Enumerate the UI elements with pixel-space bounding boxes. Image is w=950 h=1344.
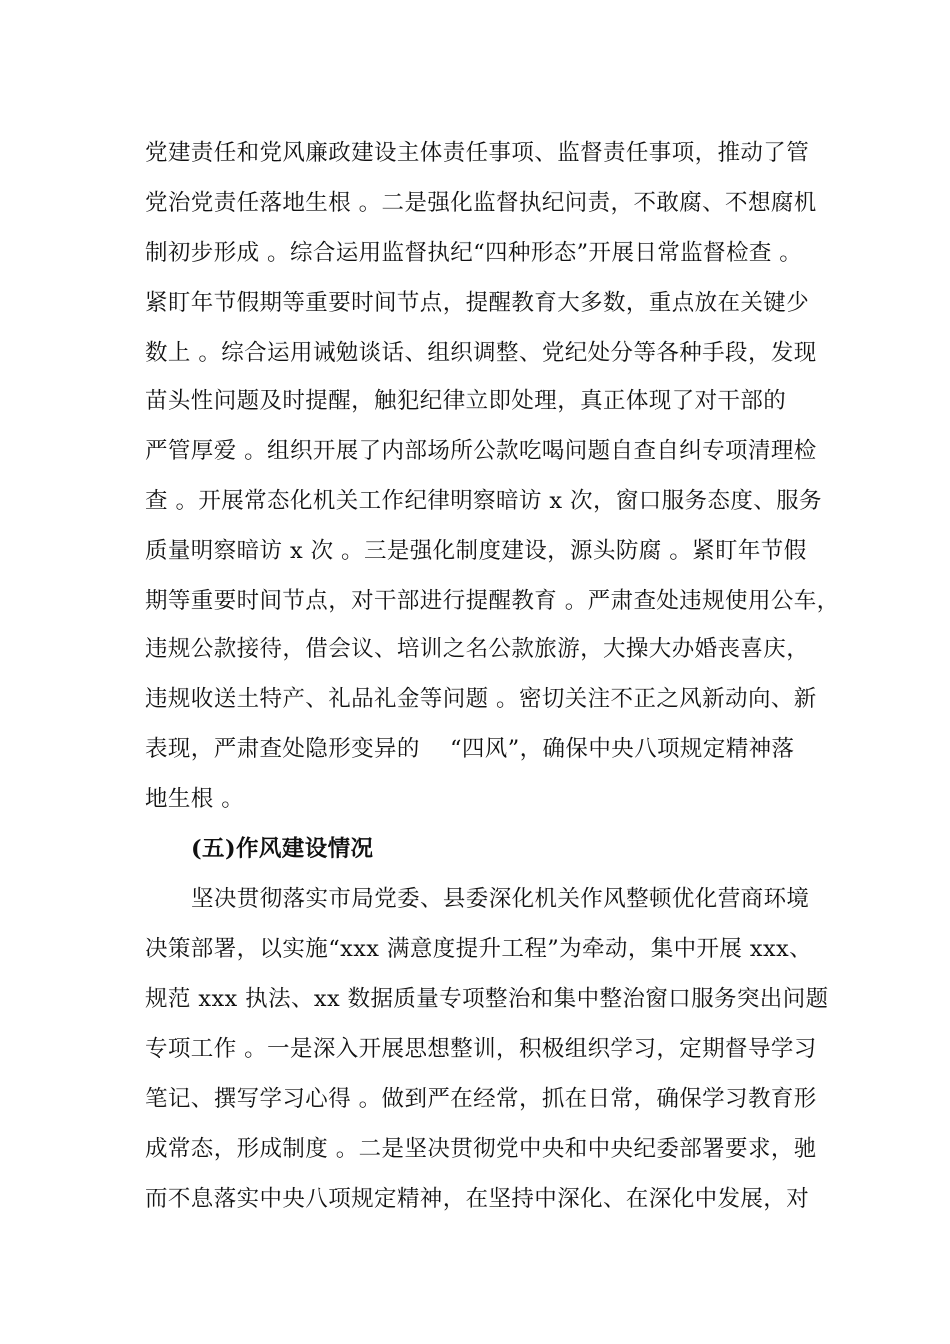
paragraph-line: 数上 。综合运用诫勉谈话、组织调整、党纪处分等各种手段，发现 <box>145 340 817 366</box>
paragraph-line: 坚决贯彻落实市局党委、县委深化机关作风整顿优化营商环境 <box>191 886 810 912</box>
paragraph-line: 违规公款接待，借会议、培训之名公款旅游，大操大办婚丧喜庆， <box>145 636 810 662</box>
section-heading: (五)作风建设情况 <box>191 836 374 862</box>
paragraph-line: 苗头性问题及时提醒，触犯纪律立即处理，真正体现了对干部的 <box>145 388 787 414</box>
paragraph-line: 而不息落实中央八项规定精神，在坚持中深化、在深化中发展，对 <box>145 1186 810 1212</box>
paragraph-line: 质量明察暗访 x 次 。三是强化制度建设，源头防腐 。紧盯年节假 <box>145 538 807 564</box>
paragraph-line: 期等重要时间节点，对干部进行提醒教育 。严肃查处违规使用公车， <box>145 588 840 614</box>
paragraph-line: 决策部署，以实施“xxx 满意度提升工程”为牵动，集中开展 xxx、 <box>145 936 813 962</box>
paragraph-line: 党建责任和党风廉政建设主体责任事项、监督责任事项，推动了管 <box>145 140 810 166</box>
paragraph-line: 制初步形成 。综合运用监督执纪“四种形态”开展日常监督检查 。 <box>145 240 803 266</box>
paragraph-line: 表现，严肃查处隐形变异的 “四风”，确保中央八项规定精神落 <box>145 736 795 762</box>
paragraph-line: 专项工作 。一是深入开展思想整训，积极组织学习，定期督导学习 <box>145 1036 817 1062</box>
paragraph-line: 党治党责任落地生根 。二是强化监督执纪问责，不敢腐、不想腐机 <box>145 190 817 216</box>
paragraph-line: 笔记、撰写学习心得 。做到严在经常，抓在日常，确保学习教育形 <box>145 1086 817 1112</box>
paragraph-line: 严管厚爱 。组织开展了内部场所公款吃喝问题自查自纠专项清理检 <box>145 438 817 464</box>
paragraph-line: 查 。开展常态化机关工作纪律明察暗访 x 次，窗口服务态度、服务 <box>145 488 822 514</box>
paragraph-line: 违规收送土特产、礼品礼金等问题 。密切关注不正之风新动向、新 <box>145 686 817 712</box>
paragraph-line: 规范 xxx 执法、xx 数据质量专项整治和集中整治窗口服务突出问题 <box>145 986 829 1012</box>
paragraph-line: 地生根 。 <box>145 786 245 812</box>
paragraph-line: 成常态，形成制度 。二是坚决贯彻党中央和中央纪委部署要求，驰 <box>145 1136 817 1162</box>
paragraph-line: 紧盯年节假期等重要时间节点，提醒教育大多数，重点放在关键少 <box>145 290 810 316</box>
